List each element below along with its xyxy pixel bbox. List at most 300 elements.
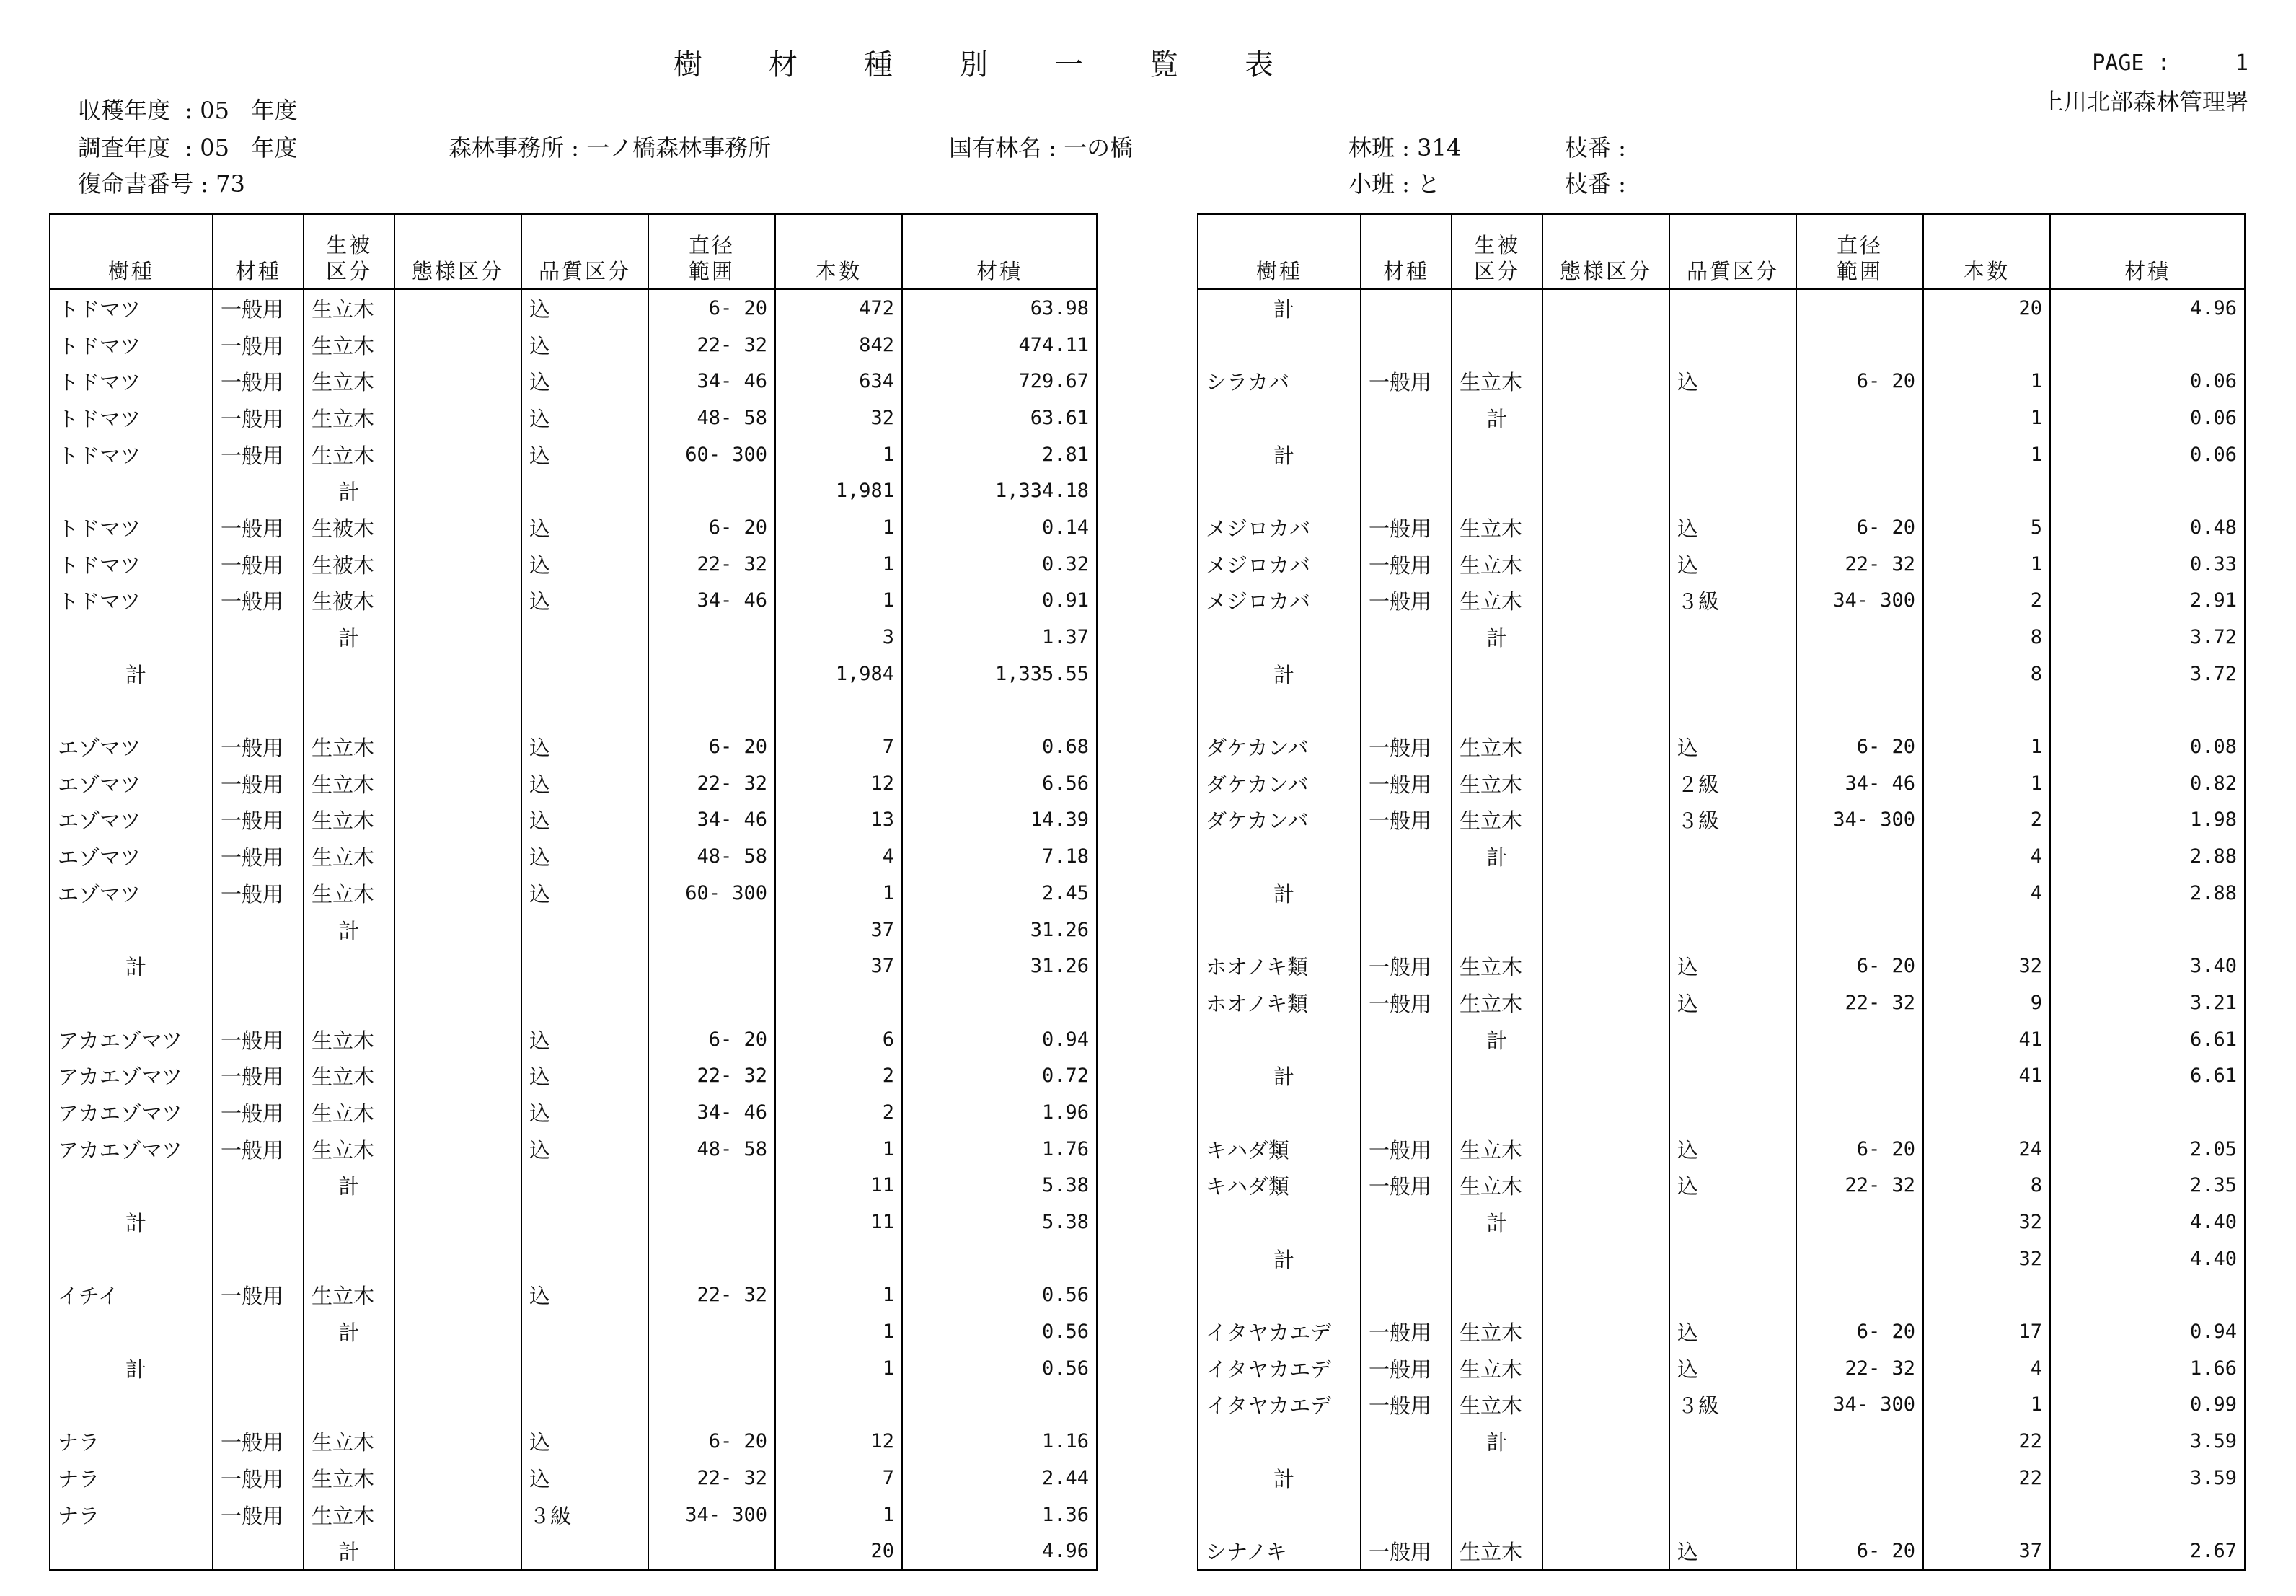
condition-cell [394,472,521,509]
diameter-cell: 34- 300 [648,1496,775,1533]
count-cell [1923,1496,2050,1533]
table-row [1198,472,2245,509]
material-cell [213,1350,304,1387]
table-row [1198,1240,2245,1277]
table-row [50,289,1097,327]
table-row [50,838,1097,875]
living-dead-cell: 生立木 [1452,984,1542,1021]
count-cell: 8 [1923,619,2050,656]
living-dead-cell [1452,472,1542,509]
count-cell: 32 [775,400,902,436]
material-cell: 一般用 [1361,583,1452,620]
volume-cell: 729.67 [902,363,1097,400]
condition-cell [1542,1496,1669,1533]
diameter-cell [1796,1240,1923,1277]
quality-cell: ３級 [1669,1387,1796,1424]
quality-cell [521,984,648,1021]
condition-cell [394,1533,521,1570]
volume-cell [902,1387,1097,1424]
diameter-cell [1796,912,1923,948]
col-quality: 品質区分 [521,214,648,289]
condition-cell [394,838,521,875]
species-cell [50,1533,213,1570]
diameter-cell [1796,472,1923,509]
quality-cell [1669,875,1796,912]
quality-cell: ３級 [1669,802,1796,839]
material-cell [1361,1057,1452,1094]
diameter-cell [648,1387,775,1424]
living-dead-cell: 生立木 [1452,1168,1542,1204]
quality-cell: 込 [521,327,648,363]
volume-cell: 5.38 [902,1204,1097,1240]
table-row [1198,984,2245,1021]
living-dead-cell: 生立木 [304,1094,394,1131]
material-cell: 一般用 [213,1094,304,1131]
volume-cell: 3.72 [2050,656,2245,692]
material-cell: 一般用 [213,583,304,620]
diameter-cell: 60- 300 [648,875,775,912]
count-cell: 4 [1923,875,2050,912]
species-cell: エゾマツ [50,838,213,875]
quality-cell: 込 [1669,1168,1796,1204]
material-cell [1361,692,1452,729]
condition-cell [1542,327,1669,363]
material-cell: 一般用 [213,875,304,912]
count-cell: 1 [1923,363,2050,400]
page-number: PAGE : 1 [2092,50,2248,76]
quality-cell: 込 [521,363,648,400]
count-cell: 5 [1923,509,2050,546]
diameter-cell [648,656,775,692]
col-living-dead [304,214,394,289]
living-dead-cell [304,1204,394,1240]
table-row [1198,1277,2245,1314]
material-cell: 一般用 [1361,1387,1452,1424]
quality-cell [1669,1204,1796,1240]
material-cell [213,619,304,656]
quality-cell [1669,1240,1796,1277]
quality-cell: 込 [1669,546,1796,583]
count-cell: 13 [775,802,902,839]
diameter-cell [648,1313,775,1350]
count-cell: 22 [1923,1423,2050,1460]
living-dead-cell: 生立木 [304,765,394,802]
volume-cell: 63.98 [902,289,1097,327]
diameter-cell [1796,1021,1923,1058]
species-cell: 計 [1198,1057,1361,1094]
living-dead-cell [1452,1460,1542,1496]
material-cell [1361,400,1452,436]
living-dead-cell [1452,327,1542,363]
quality-cell: 込 [521,875,648,912]
material-cell [1361,1460,1452,1496]
volume-cell [2050,327,2245,363]
species-cell: 計 [1198,875,1361,912]
living-dead-cell: 生立木 [1452,1387,1542,1424]
volume-cell: 4.40 [2050,1204,2245,1240]
living-dead-cell [1452,1240,1542,1277]
table-row [50,436,1097,473]
condition-cell [1542,363,1669,400]
species-cell [50,619,213,656]
diameter-cell: 48- 58 [648,1131,775,1168]
quality-cell: 込 [1669,728,1796,765]
table-row [1198,1533,2245,1570]
table-row [50,1277,1097,1314]
condition-cell [394,583,521,620]
quality-cell: 込 [1669,1313,1796,1350]
count-cell [1923,327,2050,363]
harvest-year: 収穫年度 : 05 年度 [78,97,298,124]
condition-cell [394,1094,521,1131]
living-dead-cell [304,948,394,984]
condition-cell [394,1350,521,1387]
diameter-cell: 34- 300 [1796,583,1923,620]
col-species: 樹種 [50,214,213,289]
count-cell: 24 [1923,1131,2050,1168]
species-cell [1198,1496,1361,1533]
species-cell: アカエゾマツ [50,1021,213,1058]
table-row [1198,912,2245,948]
species-cell [1198,1021,1361,1058]
table-row [1198,1313,2245,1350]
condition-cell [1542,546,1669,583]
condition-cell [394,1240,521,1277]
species-cell: メジロカバ [1198,509,1361,546]
volume-cell: 0.94 [902,1021,1097,1058]
living-dead-cell: 生立木 [304,436,394,473]
condition-cell [1542,656,1669,692]
count-cell [775,984,902,1021]
condition-cell [1542,1533,1669,1570]
living-dead-cell [304,1240,394,1277]
volume-cell: 4.96 [2050,289,2245,327]
volume-cell [902,1240,1097,1277]
count-cell [775,1387,902,1424]
count-cell: 17 [1923,1313,2050,1350]
condition-cell [1542,1423,1669,1460]
volume-cell: 0.91 [902,583,1097,620]
col-material: 材種 [1361,214,1452,289]
living-dead-cell: 生立木 [1452,363,1542,400]
volume-cell: 0.56 [902,1350,1097,1387]
species-cell: ダケカンバ [1198,765,1361,802]
living-dead-cell: 生立木 [304,1460,394,1496]
diameter-cell [648,1533,775,1570]
count-cell: 6 [775,1021,902,1058]
diameter-cell: 6- 20 [1796,948,1923,984]
condition-cell [394,327,521,363]
table-row [50,472,1097,509]
volume-cell: 31.26 [902,948,1097,984]
condition-cell [1542,472,1669,509]
species-cell: 計 [1198,436,1361,473]
volume-cell: 2.05 [2050,1131,2245,1168]
living-dead-cell: 生立木 [304,1057,394,1094]
condition-cell [1542,1240,1669,1277]
condition-cell [394,509,521,546]
condition-cell [1542,765,1669,802]
quality-cell [1669,912,1796,948]
count-cell: 2 [1923,583,2050,620]
living-dead-cell: 生立木 [1452,509,1542,546]
volume-cell: 1.76 [902,1131,1097,1168]
quality-cell: ３級 [1669,583,1796,620]
condition-cell [1542,838,1669,875]
col-diameter-line2: 範囲 [688,259,735,283]
quality-cell: 込 [521,728,648,765]
diameter-cell [648,1240,775,1277]
volume-cell: 1.66 [2050,1350,2245,1387]
count-cell: 41 [1923,1057,2050,1094]
diameter-cell [648,1350,775,1387]
col-diameter [1796,214,1923,289]
material-cell [1361,619,1452,656]
quality-cell [521,619,648,656]
species-cell [1198,1204,1361,1240]
table-row [50,1460,1097,1496]
table-row [50,1131,1097,1168]
volume-cell: 0.94 [2050,1313,2245,1350]
living-dead-cell: 生被木 [304,546,394,583]
species-cell: シラカバ [1198,363,1361,400]
count-cell: 1 [775,1350,902,1387]
diameter-cell: 6- 20 [1796,1313,1923,1350]
condition-cell [1542,289,1669,327]
quality-cell: 込 [521,509,648,546]
condition-cell [394,656,521,692]
table-row [1198,656,2245,692]
quality-cell: 込 [1669,1533,1796,1570]
volume-cell: 0.82 [2050,765,2245,802]
col-count: 本数 [1923,214,2050,289]
table-row [50,1533,1097,1570]
material-cell: 一般用 [213,363,304,400]
quality-cell [521,692,648,729]
volume-cell: 0.06 [2050,436,2245,473]
condition-cell [1542,912,1669,948]
material-cell [213,656,304,692]
material-cell [213,1387,304,1424]
count-cell: 2 [775,1094,902,1131]
material-cell [1361,1423,1452,1460]
condition-cell [1542,1204,1669,1240]
quality-cell: 込 [1669,1350,1796,1387]
count-cell: 2 [1923,802,2050,839]
shohan: 小班 : と [1348,170,1441,198]
condition-cell [1542,1131,1669,1168]
condition-cell [394,765,521,802]
table-row [50,1496,1097,1533]
diameter-cell [1796,1460,1923,1496]
volume-cell: 6.56 [902,765,1097,802]
living-dead-cell: 計 [1452,400,1542,436]
col-living-dead-line2: 区分 [1473,259,1520,283]
material-cell [1361,912,1452,948]
diameter-cell [648,472,775,509]
condition-cell [394,1460,521,1496]
diameter-cell: 22- 32 [1796,1350,1923,1387]
diameter-cell [648,912,775,948]
material-cell: 一般用 [1361,802,1452,839]
material-cell [213,1168,304,1204]
count-cell: 20 [1923,289,2050,327]
table-row [50,546,1097,583]
count-cell: 2 [775,1057,902,1094]
diameter-cell: 6- 20 [1796,509,1923,546]
diameter-cell: 60- 300 [648,436,775,473]
species-cell [1198,400,1361,436]
living-dead-cell: 計 [304,472,394,509]
diameter-cell [1796,1277,1923,1314]
table-row [50,656,1097,692]
table-row [1198,1423,2245,1460]
quality-cell [521,912,648,948]
material-cell: 一般用 [213,765,304,802]
table-row [50,1168,1097,1204]
material-cell: 一般用 [213,1496,304,1533]
species-cell [1198,1277,1361,1314]
quality-cell [1669,472,1796,509]
species-cell: 計 [1198,1460,1361,1496]
col-living-dead-line1: 生被 [1473,233,1520,257]
col-diameter-line2: 範囲 [1836,259,1883,283]
quality-cell [1669,400,1796,436]
quality-cell [1669,1277,1796,1314]
table-row [50,728,1097,765]
species-cell: トドマツ [50,546,213,583]
volume-cell: 0.14 [902,509,1097,546]
diameter-cell: 6- 20 [648,728,775,765]
diameter-cell [648,619,775,656]
count-cell: 1 [775,583,902,620]
material-cell: 一般用 [1361,1131,1452,1168]
diameter-cell: 34- 46 [648,1094,775,1131]
living-dead-cell: 計 [1452,1204,1542,1240]
quality-cell: 込 [521,838,648,875]
count-cell: 8 [1923,1168,2050,1204]
material-cell [213,472,304,509]
count-cell: 37 [1923,1533,2050,1570]
volume-cell [2050,692,2245,729]
forest-office: 森林事務所 : 一ノ橋森林事務所 [449,134,772,162]
living-dead-cell: 計 [304,619,394,656]
volume-cell: 2.88 [2050,875,2245,912]
living-dead-cell [304,1350,394,1387]
quality-cell: 込 [521,400,648,436]
table-row [1198,1021,2245,1058]
count-cell [1923,1277,2050,1314]
volume-cell: 2.45 [902,875,1097,912]
volume-cell [2050,1277,2245,1314]
quality-cell: 込 [521,1131,648,1168]
diameter-cell [1796,838,1923,875]
count-cell: 32 [1923,1204,2050,1240]
col-volume: 材積 [2050,214,2245,289]
count-cell: 41 [1923,1021,2050,1058]
species-cell: ナラ [50,1460,213,1496]
quality-cell [521,1204,648,1240]
table-row [50,875,1097,912]
species-cell: ダケカンバ [1198,802,1361,839]
condition-cell [394,1277,521,1314]
diameter-cell: 22- 32 [648,1277,775,1314]
table-row [50,1387,1097,1424]
table-row [50,1313,1097,1350]
table-row [1198,1204,2245,1240]
living-dead-cell [304,984,394,1021]
species-cell: ホオノキ類 [1198,948,1361,984]
material-cell [1361,1496,1452,1533]
diameter-cell [1796,1204,1923,1240]
quality-cell: 込 [521,1460,648,1496]
material-cell: 一般用 [213,838,304,875]
quality-cell [1669,1021,1796,1058]
quality-cell [1669,1057,1796,1094]
material-cell: 一般用 [213,802,304,839]
condition-cell [394,912,521,948]
quality-cell [521,1313,648,1350]
species-cell: シナノキ [1198,1533,1361,1570]
table-row [50,1021,1097,1058]
table-row [50,984,1097,1021]
volume-cell [2050,1094,2245,1131]
species-cell: イタヤカエデ [1198,1387,1361,1424]
material-cell: 一般用 [1361,363,1452,400]
material-cell [1361,1094,1452,1131]
species-cell [50,1240,213,1277]
species-cell [50,1387,213,1424]
living-dead-cell: 生立木 [1452,1131,1542,1168]
condition-cell [1542,1350,1669,1387]
material-cell: 一般用 [213,327,304,363]
table-row [1198,875,2245,912]
col-living-dead-line2: 区分 [325,259,372,283]
diameter-cell: 22- 32 [648,1460,775,1496]
diameter-cell: 6- 20 [1796,1131,1923,1168]
quality-cell [1669,692,1796,729]
living-dead-cell: 計 [304,1533,394,1570]
species-cell: エゾマツ [50,765,213,802]
table-row [1198,802,2245,839]
diameter-cell [1796,875,1923,912]
species-cell: 計 [50,1204,213,1240]
material-cell [213,692,304,729]
species-cell: アカエゾマツ [50,1094,213,1131]
diameter-cell: 22- 32 [648,327,775,363]
table-row [1198,619,2245,656]
living-dead-cell [1452,1277,1542,1314]
condition-cell [394,1021,521,1058]
count-cell: 9 [1923,984,2050,1021]
edaban-1: 枝番 : [1565,134,1626,162]
condition-cell [394,1131,521,1168]
table-row [50,802,1097,839]
material-cell: 一般用 [1361,948,1452,984]
species-cell: トドマツ [50,289,213,327]
condition-cell [1542,728,1669,765]
table-row [1198,765,2245,802]
quality-cell: 込 [521,802,648,839]
col-living-dead-line1: 生被 [325,233,372,257]
table-row [50,1204,1097,1240]
condition-cell [1542,509,1669,546]
quality-cell: ２級 [1669,765,1796,802]
volume-cell: 1.96 [902,1094,1097,1131]
species-cell [1198,619,1361,656]
diameter-cell: 48- 58 [648,400,775,436]
count-cell: 11 [775,1168,902,1204]
